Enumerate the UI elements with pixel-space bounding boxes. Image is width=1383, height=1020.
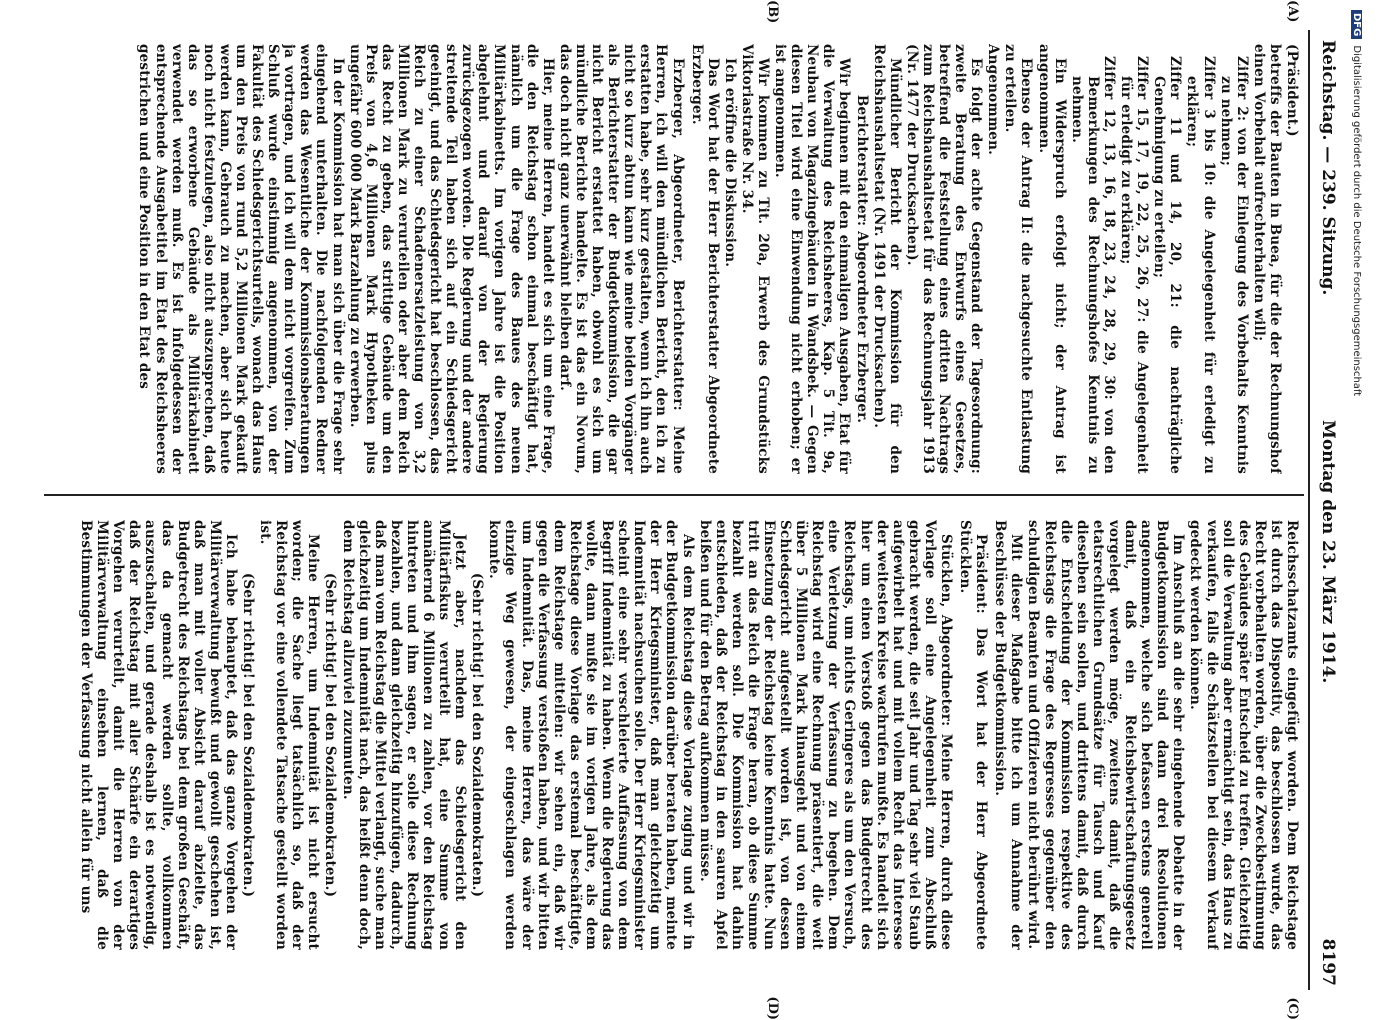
list-item: Ziffer 2: von der Einlegung des Vorbehalts Kenntnis zu nehmen; — [1217, 56, 1250, 474]
paragraph: (Präsident.) — [1284, 44, 1300, 137]
paragraph: Ich habe behauptet, daß das ganze Vorgehen der Militärverwaltung bewußt und gewollt geschehen ist, daß man mit voller Absicht darauf abzielte, das Budgetrecht des Reichstags bei dem großen Geschäft, das da gemacht werden sollte, vollkommen auszuschalten, und gerade deshalb ist es notwendig, daß der Reichstag mit aller Schärfe ein derartiges Vorgehen verurteilt, damit die Herren von der Militärverwaltung einsehen lernen, daß die Bestimmungen der Verfassung nicht allein für uns — [78, 520, 239, 950]
column-divider — [44, 494, 1304, 496]
paragraph: Ein Widerspruch erfolgt nicht; der Antrag ist angenommen. — [1035, 44, 1068, 474]
paragraph: Es folgt der achte Gegenstand der Tagesordnung: zweite Beratung des Entwurfs eines Gesetzes, betreffend die Feststellung eines dritten Nachtrags zum Reichshaushaltsetat für das Rechnungsjahr 1913 (Nr. 1477 der Drucksachen). — [903, 44, 985, 474]
paragraph: Als dem Reichstag diese Vorlage zuging und wir in der Budgetkommission darüber beraten haben, meinte der Herr Kriegsminister, daß man gleichzeitig um Indemnität nachsuchen solle. Der Herr Kriegsminister scheint eine sehr verschleierte Auffassung von dem Begriff Indemnität zu haben. Wenn die Regierung das wollte, dann mußte sie im vorigen Jahre, als dem Reichstage diese Vorlage das erstemal beschäftigte, dem Reichstage mitteilen: wir sehen ein, daß wir gegen die Verfassung verstoßen haben, und wir bitten um Indemnität. Das, meine Herren, das wäre der einzige Weg gewesen, der eingeschlagen werden konnte. — [486, 520, 696, 950]
paragraph: Reichsschatzamts eingefügt worden. Dem Reichstage ist durch das Dispositiv, das beschlossen wurde, das Recht vorbehalten worden, über die Zweckbestimmung des Gebäudes später Entscheid zu treffen. Gleichzeitig soll die Verwaltung aber ermächtigt sein, das Haus zu verkaufen, falls die Schätzstellen bei diesem Verkauf gedeckt werden können. — [1187, 520, 1300, 950]
paragraph: Präsident: Das Wort hat der Herr Abgeordnete Stücklen. — [957, 520, 990, 950]
paragraph: Ich eröffne die Diskussion. — [721, 58, 738, 268]
list-item: Ziffer 15, 17, 19, 22, 25, 26, 27: die Angelegenheit für erledigt zu erklären; — [1118, 56, 1151, 474]
paragraph: Jetzt aber, nachdem das Schiedsgericht den Militärfiskus verurteilt hat, eine Summe von annähernd 6 Millionen zu zahlen, vor den Reichstag hintreten und ihm sagen, er solle diese Rechnung bezahlen, und dann gleichzeitig hinzufügen, dadurch, daß man vom Reichstag die Mittel verlangt, suche man gleichzeitig um Indemnität nach, das heißt denn doch, dem Reichstag allzuviel zuzumuten. — [339, 520, 469, 950]
paragraph: (Sehr richtig! bei den Sozialdemokraten.) — [240, 572, 256, 898]
paragraph: Meine Herren, um Indemnität ist nicht ersucht worden; die Sache liegt tatsächlich so, daß der Reichstag vor eine vollendete Tatsache gestellt worden ist. — [257, 520, 322, 950]
paragraph: betreffs der Bauten in Buea, für die der Rechnungshof einen Vorbehalt aufrechterhalten will; — [1250, 44, 1283, 474]
page-number: 8197 — [1318, 938, 1338, 986]
paragraph: Stücklen, Abgeordneter: Meine Herren, durch diese Vorlage soll eine Angelegenheit zum Abschluß gebracht werden, die seit Jahr und Tag sehr viel Staub aufgewirbelt hat und mit vollem Recht das Interesse der weitesten Kreise wachrufen mußte. Es handelt sich hier um einen Verstoß gegen das Budgetrecht des Reichstags, um nichts Geringeres als um den Versuch, eine Verletzung der Verfassung zu begehen. Dem Reichstag wird eine Rechnung präsentiert, die weit über 5 Millionen Mark hinausgeht und von einem Schiedsgericht aufgestellt worden ist, von dessen Einsetzung der Reichstag keine Kenntnis hatte. Nun tritt an das Reich die Frage heran, ob diese Summe bezahlt werden soll. Die Kommission hat dahin entschieden, daß der Reichstag in den sauren Apfel beißen und für den Betrag aufkommen müsse. — [696, 520, 955, 950]
list-item: Ziffer 12, 13, 16, 18, 23, 24, 28, 29, 30: von den Bemerkungen des Rechnungshofes Kenntnis zu nehmen. — [1068, 56, 1117, 474]
document-page — [40, 0, 1340, 1020]
right-column — [46, 520, 1300, 950]
paragraph: Wir kommen zu Tit. 20a, Erwerb des Grundstücks Viktoriastraße Nr. 34. — [738, 44, 771, 474]
paragraph: Angenommen. — [985, 44, 1002, 156]
list-item: Ziffer 3 bis 10: die Angelegenheit für erledigt zu erklären; — [1184, 56, 1217, 474]
page-header — [1312, 30, 1340, 990]
header-rule — [1308, 30, 1310, 990]
left-column — [46, 44, 1300, 474]
paragraph: Ebenso der Antrag II: die nachgesuchte Entlastung zu erteilen. — [1002, 44, 1035, 474]
paragraph: Erzberger, Abgeordneter, Berichterstatter: Meine Herren, ich will den mündlichen Bericht, den ich zu erstatten habe, sehr kurz gestalten, wenn ich ihn auch nicht so kurz abtun kann wie meine beiden Vorgänger als Berichterstatter der Budgetkommission, die gar nicht Bericht erstattet haben, obwohl es sich um mündliche Berichte handelte. Es ist das ein Novum, das doch nicht ganz unerwähnt bleiben darf. — [556, 44, 686, 474]
paragraph: Mit dieser Maßgabe bitte ich um Annahme der Beschlüsse der Budgetkommission. — [992, 520, 1025, 950]
paragraph: Mündlicher Bericht der Kommission für den Reichshaushaltsetat (Nr. 1491 der Drucksachen). — [870, 44, 903, 474]
paragraph: Das Wort hat der Herr Berichterstatter Abgeordnete Erzberger. — [688, 44, 721, 474]
header-center: Montag den 23. März 1914. — [1318, 420, 1338, 684]
margin-marker-a: (A) — [1285, 0, 1300, 23]
margin-marker-d: (D) — [765, 996, 780, 1020]
paragraph: Im Anschluß an die sehr eingehende Debatte in der Budgetkommission sind dann drei Resolutionen angenommen, welche sich befassen erstens generell damit, daß ein Reichsbewirtschaftungsgesetz vorgelegt werden möge, zweitens damit, daß die etatsrechtlichen Grundsätze für Tausch und Kauf dieselben sein sollen, und drittens damit, daß durch die Entscheidung der Kommission respektive des Reichstags die Frage des Regresses gegenüber den schuldigen Beamten und Offizieren nicht berührt wird. — [1025, 520, 1187, 950]
digitization-credit — [1346, 10, 1362, 1000]
margin-marker-b: (B) — [765, 0, 780, 24]
paragraph: (Sehr richtig! bei den Sozialdemokraten.) — [469, 572, 486, 898]
header-left: Reichstag. — 239. Sitzung. — [1318, 40, 1338, 296]
margin-marker-c: (C) — [1285, 997, 1300, 1020]
paragraph: Berichterstatter: Abgeordneter Erzberger. — [853, 94, 870, 424]
paragraph: (Sehr richtig! bei den Sozialdemokraten.) — [322, 572, 339, 898]
credit-text: Digitalisierung gefördert durch die Deutsche Forschungsgemeinschaft — [1351, 45, 1362, 397]
paragraph: Wir beginnen mit den einmaligen Ausgaben, Etat für die Verwaltung des Reichsheeres, Kap. 5 Tit. 9a, Neubau von Magazingebäuden in Wandsbek. — Gegen diesen Titel wird eine Einwendung nicht erhoben; er ist angenommen. — [772, 44, 853, 474]
list-item: Ziffer 11 und 14, 20, 21: die nachträgliche Genehmigung zu erteilen; — [1151, 56, 1184, 474]
paragraph: Hier, meine Herren, handelt es sich um eine Frage, die den Reichstag schon einmal beschäftigt hat, nämlich um die Frage des Baues des neuen Militärkabinetts. Im vorigen Jahre ist die Position abgelehnt und darauf von der Regierung zurückgezogen worden. Die Regierung und der andere streitende Teil haben sich auf ein Schiedsgericht geeinigt, und das Schiedsgericht hat beschlossen, das Reich zu einer Schadenersatzleistung von 3,2 Millionen Mark zu verurteilen oder aber dem Reich das Recht zu geben, das strittige Gebäude um den Preis von 4,6 Millionen Mark Hypotheken plus ungefähr 600 000 Mark Barzahlung zu erwerben. — [346, 44, 556, 474]
dfg-logo: DFG — [1351, 10, 1362, 39]
paragraph: In der Kommission hat man sich über die Frage sehr eingehend unterhalten. Die nachfolgenden Redner werden das Wesentliche der Kommissionsberatungen ja vortragen, und ich will dem nicht vorgreifen. Zum Schluß wurde einstimmig angenommen, von der Fakultät des Schiedsgerichtsurteils, wonach das Haus um den Preis von rund 5,2 Millionen Mark gekauft werden kann, Gebrauch zu machen, aber sich heute noch nicht festzulegen, also nicht auszusprechen, daß das so erworbene Gebäude als Militärkabinett verwendet werden muß. Es ist infolgedessen der entsprechende Ausgabetitel im Etat des Reichsheeres gestrichen und eine Position in den Etat des — [136, 44, 346, 474]
